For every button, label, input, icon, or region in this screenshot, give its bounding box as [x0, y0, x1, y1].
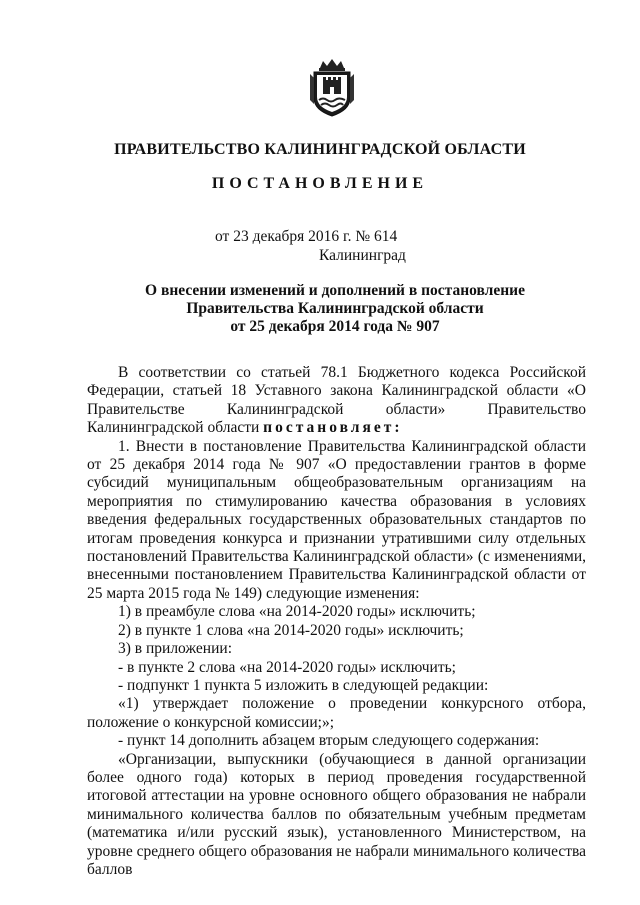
subject-line-1: О внесении изменений и дополнений в постановление	[145, 282, 525, 299]
subject-line-3: от 25 декабря 2014 года № 907	[230, 318, 440, 335]
quote-1: «1) утверждает положение о проведении конкурсного отбора, положение о конкурсной комиссии;»;	[87, 695, 586, 731]
document-subject	[0, 282, 640, 336]
dash-item-2: - подпункт 1 пункта 5 изложить в следующей редакции:	[118, 676, 489, 694]
date-and-number: от 23 декабря 2016 г. № 614	[215, 228, 398, 245]
city: Калининград	[319, 247, 406, 264]
resolves-word: постановляет:	[263, 419, 403, 437]
coat-of-arms-emblem	[307, 58, 357, 118]
item-1: 1. Внести в постановление Правительства Калининградской области от 25 декабря 2014 года № 907 «О предоставлении грантов в форме субсидий муниципальным общеобразовательным организациям на мероприятия по стимулированию качества образования в условиях введения федеральных государственных образовательных стандартов по итогам проведения конкурса и признании утратившими силу отдельных постановлений Правительства Калининградской области» (с изменениями, внесенными постановлением Правительства Калининградской области от 25 марта 2015 года № 149) следующие изменения:	[87, 437, 586, 602]
government-name: ПРАВИТЕЛЬСТВО КАЛИНИНГРАДСКОЙ ОБЛАСТИ	[114, 141, 526, 158]
quote-2: «Организации, выпускники (обучающиеся в данной организации более одного года) которых в период проведения государственной итоговой аттестации на уровне основного общего образования не набрали минимального количества баллов по обязательным учебным предметам (математика и/или русский язык), установленного Министерством, на уровне среднего общего образования не набрали минимального количества баллов	[87, 750, 586, 878]
subitem-3: 3) в приложении:	[118, 640, 232, 658]
document-body	[87, 364, 586, 879]
document-type: ПОСТАНОВЛЕНИЕ	[211, 175, 429, 192]
subitem-2: 2) в пункте 1 слова «на 2014-2020 годы» исключить;	[118, 621, 464, 639]
dash-item-1: - в пункте 2 слова «на 2014-2020 годы» исключить;	[118, 658, 456, 676]
preamble-text: В соответствии со статьей 78.1 Бюджетного кодекса Российской Федерации, статьей 18 Уставного закона Калининградской области «О Правительстве Калининградской области» Правительство Калининградской области	[87, 364, 586, 437]
subject-line-2: Правительства Калининградской области	[186, 300, 484, 317]
dash-item-3: - пункт 14 дополнить абзацем вторым следующего содержания:	[118, 732, 540, 750]
subitem-1: 1) в преамбуле слова «на 2014-2020 годы» исключить;	[118, 603, 476, 621]
preamble-paragraph	[87, 364, 586, 438]
